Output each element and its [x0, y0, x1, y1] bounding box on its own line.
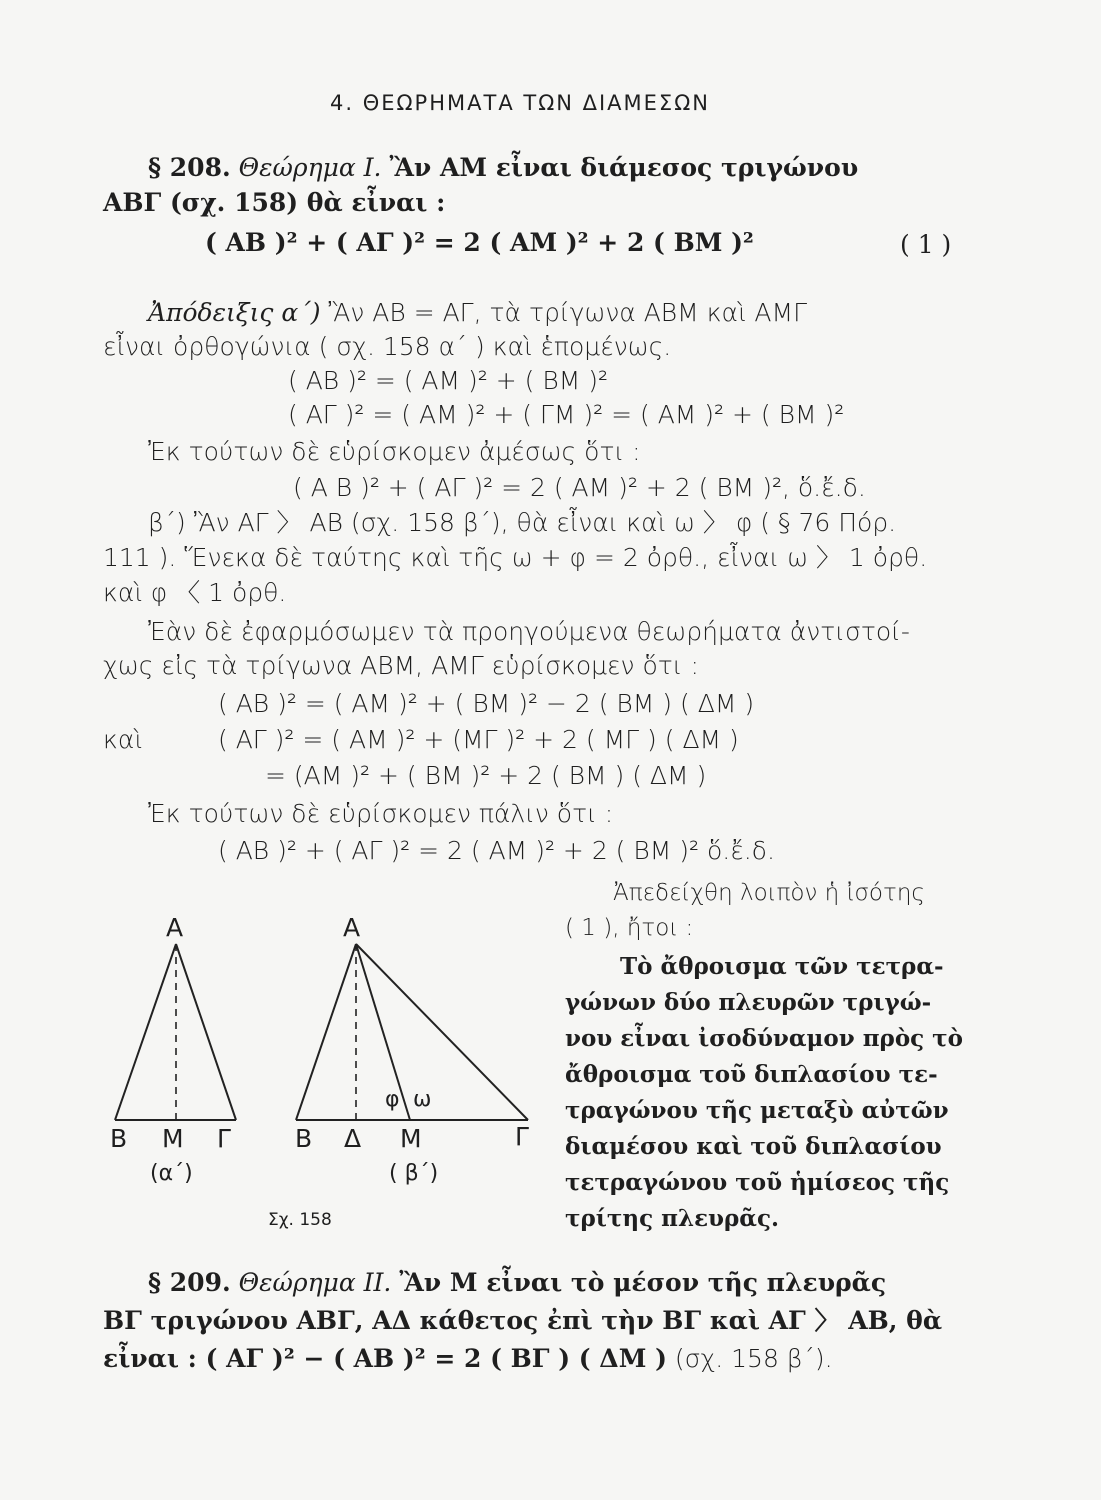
- proof-line1: [148, 298, 807, 328]
- theorem-208-statement-text: Ἂν ΑΜ εἶναι διάμεσος τριγώνου: [389, 153, 859, 182]
- proof-equation-7: ( ΑΒ )² + ( ΑΓ )² = 2 ( ΑΜ )² + 2 ( ΒΜ )² ὅ.ἔ.δ.: [218, 836, 775, 865]
- label-a-vertex-B: Β: [110, 1124, 128, 1153]
- theorem-words-line8: τρίτης πλευρᾶς.: [565, 1205, 780, 1232]
- label-b-angle-omega: ω: [413, 1087, 432, 1112]
- label-b-point-D: Δ: [344, 1124, 362, 1153]
- theorem-words-line5: τραγώνου τῆς μεταξὺ αὐτῶν: [565, 1097, 949, 1124]
- label-b-vertex-G: Γ: [515, 1122, 529, 1151]
- side-ab-b: [296, 944, 356, 1120]
- proof-part-b-line1: β΄) Ἂν ΑΓ 〉 ΑΒ (σχ. 158 β΄), θὰ εἶναι καὶ ω 〉 φ ( § 76 Πόρ.: [148, 508, 897, 537]
- equation-number-1: ( 1 ): [900, 230, 952, 259]
- side-ab-a: [115, 944, 176, 1120]
- theorem-words-line3: νου εἶναι ἰσοδύναμον πρὸς τὸ: [565, 1025, 963, 1052]
- caption-b: ( β΄): [389, 1161, 439, 1186]
- side-ag-a: [176, 944, 236, 1120]
- theorem-words-line2: γώνων δύο πλευρῶν τριγώ-: [565, 989, 932, 1016]
- proof-equation-2: ( ΑΓ )² = ( ΑΜ )² + ( ΓΜ )² = ( ΑΜ )² + ( ΒΜ )²: [288, 400, 845, 429]
- theorem-209-line1: [148, 1268, 886, 1298]
- proof-line2: εἶναι ὀρθογώνια ( σχ. 158 α΄ ) καὶ ἑπομένως.: [103, 332, 672, 361]
- triangle-b: [296, 944, 528, 1120]
- theorem-words-line7: τετραγώνου τοῦ ἡμίσεος τῆς: [565, 1169, 950, 1196]
- proof-line1-text: Ἂν ΑΒ = ΑΓ, τὰ τρίγωνα ΑΒΜ καὶ ΑΜΓ: [328, 298, 808, 327]
- label-b-point-M: Μ: [400, 1124, 422, 1153]
- proof-line4: Ἐὰν δὲ ἐφαρμόσωμεν τὰ προηγούμενα θεωρήματα ἀντιστοί-: [148, 617, 910, 646]
- label-b-vertex-A: Α: [343, 913, 361, 942]
- label-b-vertex-B: Β: [295, 1124, 313, 1153]
- conclusion-line1: Ἀπεδείχθη λοιπὸν ἡ ἰσότης: [613, 880, 925, 906]
- side-ag-b: [356, 944, 528, 1120]
- proof-equation-3: ( Α Β )² + ( ΑΓ )² = 2 ( ΑΜ )² + 2 ( ΒΜ )², ὅ.ἔ.δ.: [293, 473, 866, 502]
- theorem-209-line2: ΒΓ τριγώνου ΑΒΓ, ΑΔ κάθετος ἐπὶ τὴν ΒΓ καὶ ΑΓ 〉 ΑΒ, θὰ: [103, 1306, 943, 1335]
- theorem-208-name: Θεώρημα Ι.: [238, 153, 382, 182]
- theorem-208-number: § 208.: [148, 153, 231, 182]
- triangle-a: [115, 944, 236, 1120]
- proof-equation-4: ( ΑΒ )² = ( ΑΜ )² + ( ΒΜ )² − 2 ( ΒΜ ) ( ΔΜ ): [218, 689, 755, 718]
- proof-line6: Ἐκ τούτων δὲ εὑρίσκομεν πάλιν ὅτι :: [148, 799, 614, 828]
- figure-158: [100, 930, 540, 1130]
- proof-label: Ἀπόδειξις α΄): [148, 298, 321, 327]
- proof-kai: καὶ: [103, 725, 143, 754]
- theorem-words-line1: Τὸ ἄθροισμα τῶν τετρα-: [620, 953, 944, 980]
- theorem-208-equation: ( ΑΒ )² + ( ΑΓ )² = 2 ( ΑΜ )² + 2 ( ΒΜ )²: [205, 228, 754, 257]
- theorem-208-statement-line2: ΑΒΓ (σχ. 158) θὰ εἶναι :: [103, 188, 446, 217]
- theorem-209-figure-ref: (σχ. 158 β΄).: [674, 1344, 833, 1373]
- proof-line3: Ἐκ τούτων δὲ εὑρίσκομεν ἀμέσως ὅτι :: [148, 437, 641, 466]
- label-a-point-M: Μ: [162, 1124, 184, 1153]
- theorem-209-statement-text: Ἂν Μ εἶναι τὸ μέσον τῆς πλευρᾶς: [399, 1268, 887, 1297]
- theorem-208-statement-line1: [148, 153, 858, 183]
- proof-equation-1: ( ΑΒ )² = ( ΑΜ )² + ( ΒΜ )²: [288, 366, 609, 395]
- theorem-words-line6: διαμέσου καὶ τοῦ διπλασίου: [565, 1133, 942, 1160]
- label-a-vertex-A: Α: [166, 913, 184, 942]
- section-heading: 4. ΘΕΩΡΗΜΑΤΑ ΤΩΝ ΔΙΑΜΕΣΩΝ: [330, 91, 710, 115]
- theorem-209-name: Θεώρημα ΙΙ.: [238, 1268, 392, 1297]
- figure-caption: Σχ. 158: [268, 1210, 332, 1230]
- theorem-209-line3: [103, 1344, 833, 1374]
- theorem-209-equation: εἶναι : ( ΑΓ )² − ( ΑΒ )² = 2 ( ΒΓ ) ( ΔΜ ): [103, 1344, 667, 1373]
- caption-a: (α΄): [150, 1161, 193, 1186]
- label-a-vertex-G: Γ: [217, 1124, 231, 1153]
- proof-part-b-line3: καὶ φ 〈 1 ὀρθ.: [103, 578, 287, 607]
- proof-line5: χως εἰς τὰ τρίγωνα ΑΒΜ, ΑΜΓ εὑρίσκομεν ὅτι :: [103, 651, 699, 680]
- theorem-209-number: § 209.: [148, 1268, 231, 1297]
- proof-equation-5: ( ΑΓ )² = ( ΑΜ )² + (ΜΓ )² + 2 ( ΜΓ ) ( ΔΜ ): [218, 725, 739, 754]
- theorem-words-line4: ἄθροισμα τοῦ διπλασίου τε-: [565, 1061, 938, 1088]
- proof-equation-6: = (ΑΜ )² + ( ΒΜ )² + 2 ( ΒΜ ) ( ΔΜ ): [265, 761, 707, 790]
- proof-part-b-line2: 111 ). Ἕνεκα δὲ ταύτης καὶ τῆς ω + φ = 2 ὀρθ., εἶναι ω 〉 1 ὀρθ.: [103, 543, 928, 572]
- conclusion-line2: ( 1 ), ἤτοι :: [565, 915, 694, 941]
- label-b-angle-phi: φ: [385, 1087, 400, 1112]
